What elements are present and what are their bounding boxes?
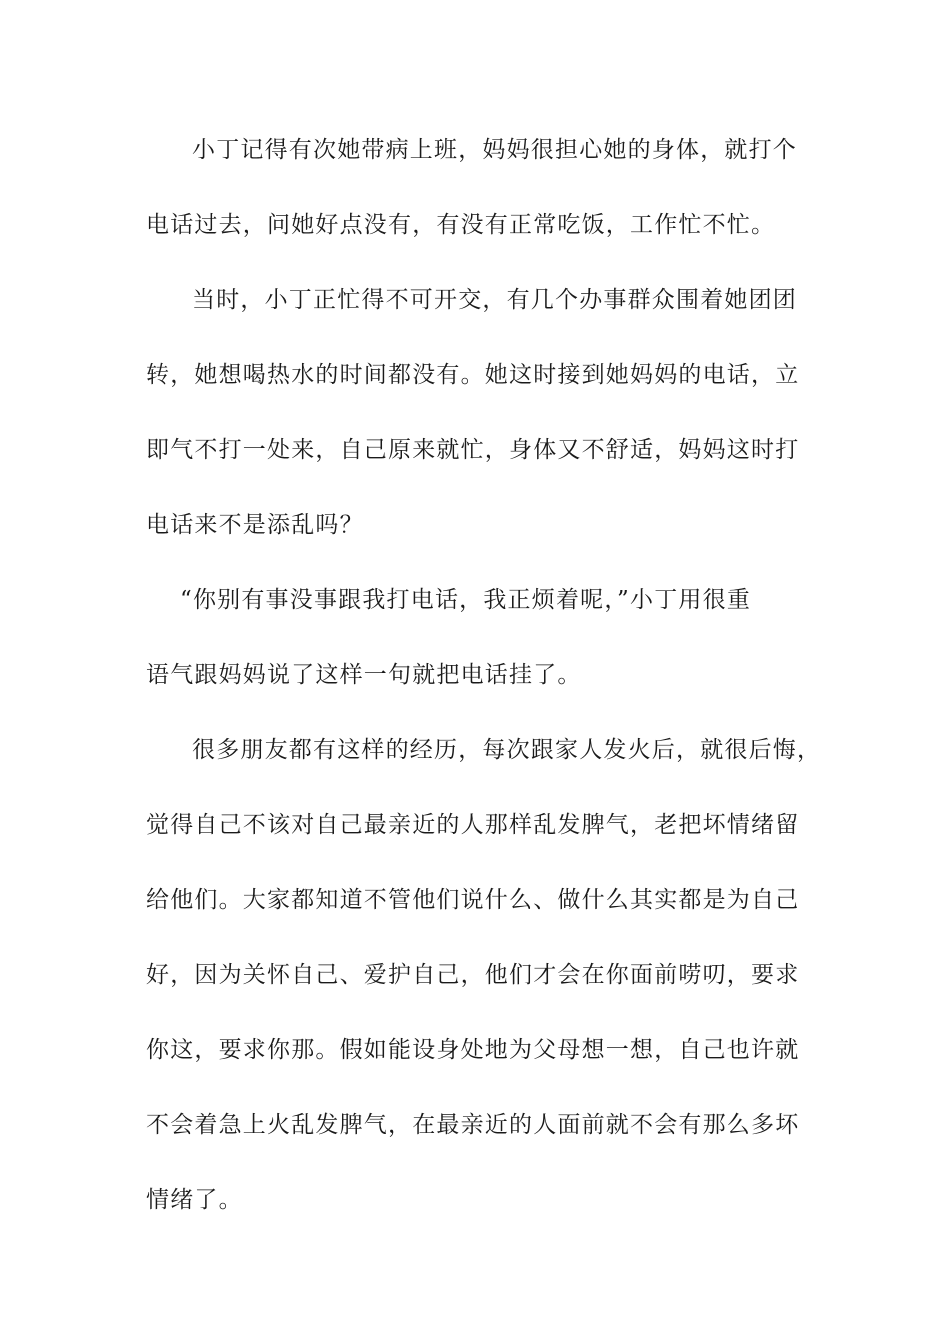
paragraph-4-line-4: 好，因为关怀自己、爱护自己，他们才会在你面前唠叨，要求 [146,962,800,988]
paragraph-2-line-4: 电话来不是添乱吗？ [146,512,364,538]
paragraph-1-line-1: 小丁记得有次她带病上班，妈妈很担心她的身体，就打个 [192,137,797,163]
paragraph-4-line-7: 情绪了。 [146,1187,243,1213]
paragraph-3-line-2: 语气跟妈妈说了这样一句就把电话挂了。 [146,662,582,688]
paragraph-4-line-5: 你这，要求你那。假如能设身处地为父母想一想，自己也许就 [146,1037,800,1063]
paragraph-2-line-1: 当时，小丁正忙得不可开交，有几个办事群众围着她团团 [192,287,797,313]
paragraph-4-line-1: 很多朋友都有这样的经历，每次跟家人发火后，就很后悔， [192,737,822,763]
paragraph-4-line-3: 给他们。大家都知道不管他们说什么、做什么其实都是为自己 [146,887,800,913]
paragraph-4-line-6: 不会着急上火乱发脾气，在最亲近的人面前就不会有那么多坏 [146,1112,800,1138]
paragraph-4-line-2: 觉得自己不该对自己最亲近的人那样乱发脾气，老把坏情绪留 [146,812,800,838]
paragraph-3-line-1: “你别有事没事跟我打电话，我正烦着呢，”小丁用很重 [180,587,752,613]
paragraph-2-line-2: 转，她想喝热水的时间都没有。她这时接到她妈妈的电话，立 [146,362,800,388]
paragraph-2-line-3: 即气不打一处来，自己原来就忙，身体又不舒适，妈妈这时打 [146,437,800,463]
paragraph-1-line-2: 电话过去，问她好点没有，有没有正常吃饭，工作忙不忙。 [146,212,776,238]
